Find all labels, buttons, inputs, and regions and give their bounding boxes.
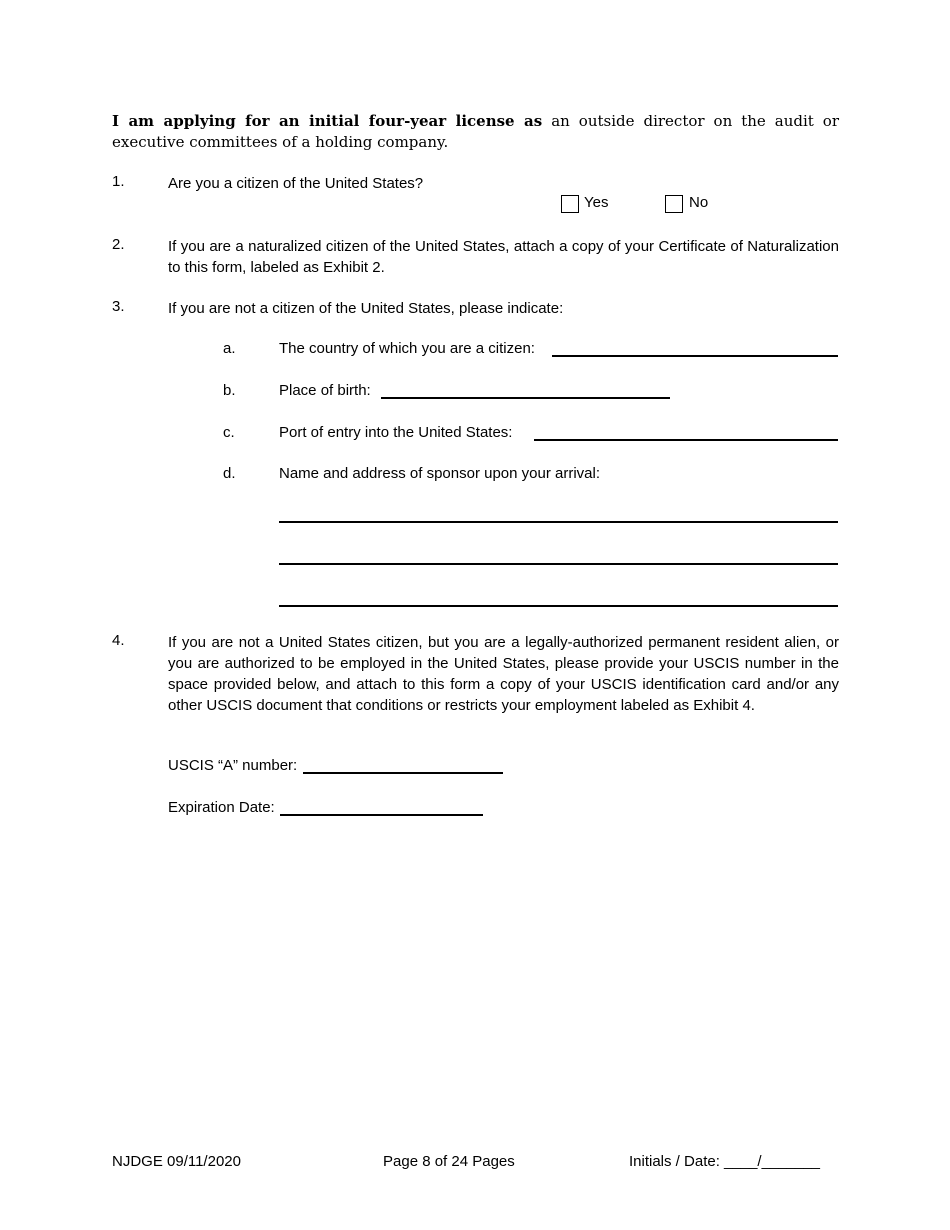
place-of-birth-field[interactable] xyxy=(381,397,670,399)
sponsor-line-3[interactable] xyxy=(279,605,838,607)
q3d-label: Name and address of sponsor upon your arrival: xyxy=(279,465,601,482)
q4-text: If you are not a United States citizen, but you are a legally-authorized permanent resident alien, or you are authorized to be employed in the United States, please provide your USCIS number in the space provided below, and attach to this form a copy of your USCIS identification card and/or any other USCIS document that conditions or restricts your employment labeled as Exhibit 4. xyxy=(168,634,839,714)
q2-text: If you are a naturalized citizen of the United States, attach a copy of your Certificate of Naturalization to this form, labeled as Exhibit 2. xyxy=(168,238,839,276)
expiration-date-label: Expiration Date: xyxy=(168,799,275,816)
q3d-letter: d. xyxy=(223,465,236,482)
sponsor-line-1[interactable] xyxy=(279,521,838,523)
q3b-letter: b. xyxy=(223,382,236,399)
sponsor-line-2[interactable] xyxy=(279,563,838,565)
intro-rest: an outside director on the audit or executive committees of a holding company. xyxy=(112,112,839,151)
no-checkbox[interactable] xyxy=(665,195,683,213)
footer-form-id: NJDGE 09/11/2020 xyxy=(112,1153,241,1170)
citizenship-country-field[interactable] xyxy=(552,355,838,357)
uscis-number-label: USCIS “A” number: xyxy=(168,757,298,774)
q3b-label: Place of birth: xyxy=(279,382,371,399)
q4-number: 4. xyxy=(112,632,125,649)
q1-text: Are you a citizen of the United States? xyxy=(168,175,424,192)
q3a-letter: a. xyxy=(223,340,236,357)
q3-text: If you are not a citizen of the United States, please indicate: xyxy=(168,300,564,317)
footer-page-number: Page 8 of 24 Pages xyxy=(383,1153,515,1170)
expiration-date-field[interactable] xyxy=(280,814,483,816)
no-label: No xyxy=(689,194,709,211)
port-of-entry-field[interactable] xyxy=(534,439,838,441)
q2-number: 2. xyxy=(112,236,125,253)
q1-number: 1. xyxy=(112,173,125,190)
yes-checkbox[interactable] xyxy=(561,195,579,213)
intro-bold: I am applying for an initial four-year license as xyxy=(112,112,543,130)
q3-number: 3. xyxy=(112,298,125,315)
q3c-letter: c. xyxy=(223,424,235,441)
q3a-label: The country of which you are a citizen: xyxy=(279,340,535,357)
q3c-label: Port of entry into the United States: xyxy=(279,424,513,441)
intro-paragraph xyxy=(112,111,839,153)
uscis-number-field[interactable] xyxy=(303,772,503,774)
footer-initials-date: Initials / Date: ____/_______ xyxy=(629,1153,820,1170)
yes-label: Yes xyxy=(584,194,609,211)
